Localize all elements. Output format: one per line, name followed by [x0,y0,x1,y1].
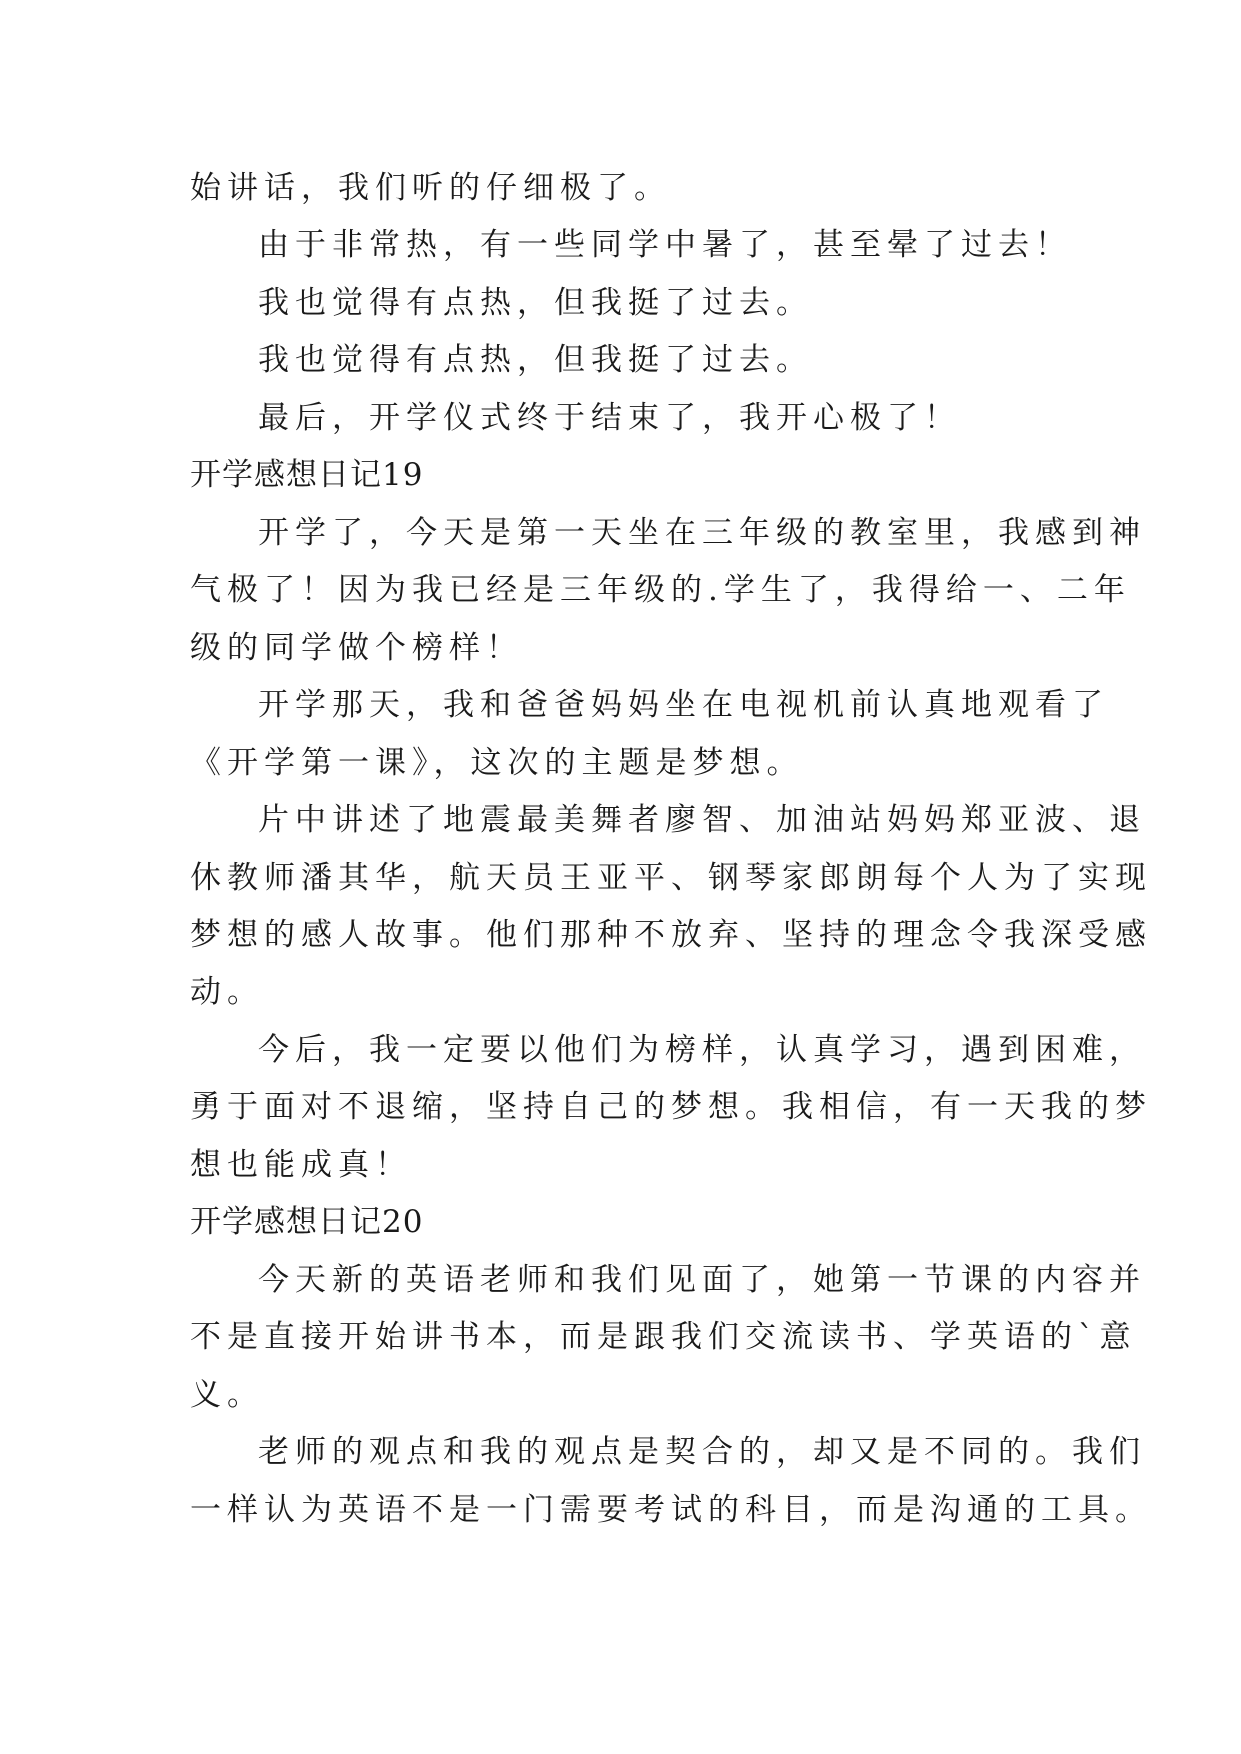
paragraph-line: 今天新的英语老师和我们见面了，她第一节课的内容并 [258,1262,1146,1298]
paragraph-line: 我也觉得有点热，但我挺了过去。 [258,285,813,321]
paragraph-line: 今后，我一定要以他们为榜样，认真学习，遇到困难， [258,1032,1146,1068]
paragraph-line: 义。 [190,1377,264,1413]
paragraph-line: 梦想的感人故事。他们那种不放弃、坚持的理念令我深受感 [190,917,1152,953]
paragraph-line: 始讲话，我们听的仔细极了。 [190,170,671,206]
paragraph-line: 级的同学做个榜样！ [190,630,523,666]
paragraph-line: 最后，开学仪式终于结束了，我开心极了！ [258,400,961,436]
paragraph-line: 老师的观点和我的观点是契合的，却又是不同的。我们 [258,1434,1146,1470]
paragraph-line: 开学了，今天是第一天坐在三年级的教室里，我感到神 [258,515,1146,551]
paragraph-line: 休教师潘其华，航天员王亚平、钢琴家郎朗每个人为了实现 [190,860,1152,896]
paragraph-line: 片中讲述了地震最美舞者廖智、加油站妈妈郑亚波、退 [258,802,1146,838]
paragraph-line: 想也能成真！ [190,1147,412,1183]
paragraph-line: 勇于面对不退缩，坚持自己的梦想。我相信，有一天我的梦 [190,1089,1152,1125]
paragraph-line: 《开学第一课》，这次的主题是梦想。 [190,745,804,781]
paragraph-line: 开学那天，我和爸爸妈妈坐在电视机前认真地观看了 [258,687,1109,723]
paragraph-line: 动。 [190,974,264,1010]
paragraph-line: 我也觉得有点热，但我挺了过去。 [258,342,813,378]
paragraph-line: 不是直接开始讲书本，而是跟我们交流读书、学英语的`意 [190,1319,1137,1355]
section-heading: 开学感想日记19 [190,457,424,493]
paragraph-line: 一样认为英语不是一门需要考试的科目，而是沟通的工具。 [190,1492,1152,1528]
paragraph-line: 气极了！因为我已经是三年级的.学生了，我得给一、二年 [190,572,1131,608]
section-heading: 开学感想日记20 [190,1204,424,1240]
paragraph-line: 由于非常热，有一些同学中暑了，甚至晕了过去！ [258,227,1072,263]
